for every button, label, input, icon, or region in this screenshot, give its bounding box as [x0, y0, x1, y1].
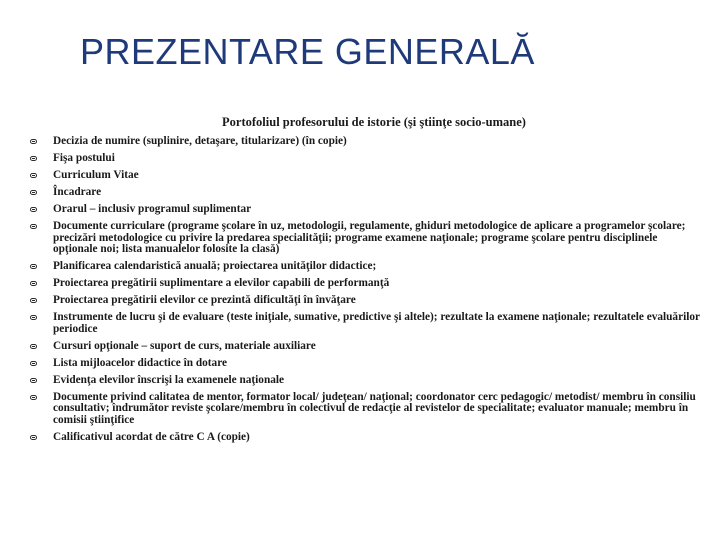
bullet-icon	[30, 139, 37, 144]
bullet-icon	[30, 298, 37, 303]
list-item-text: Documente privind calitatea de mentor, formator local/ judeţean/ naţional; coordonator cerc pedagogic/ metodist/ membru în consiliu consultativ; îndrumător reviste şcolare/membru în colectivul de redacţie al revistelor de specialitate; evaluator manuale; membru în comisii ştiinţifice	[53, 390, 696, 426]
bullet-list	[28, 136, 700, 449]
list-item	[28, 187, 700, 199]
list-item-text: Curriculum Vitae	[53, 168, 139, 181]
list-item	[28, 358, 700, 370]
list-item-text: Proiectarea pregătirii elevilor ce prezintă dificultăţi în învăţare	[53, 294, 356, 307]
list-item-text: Documente curriculare (programe şcolare în uz, metodologii, regulamente, ghiduri metodologice de aplicare a programelor şcolare; precizări metodologice cu privire la predarea specialităţii; programe examene naţionale; programe şcolare pentru disciplinele opţionale noi; lista manualelor folosite la clasă)	[53, 219, 686, 256]
list-item	[28, 204, 700, 216]
list-item	[28, 432, 700, 444]
slide-subtitle: Portofoliul profesorului de istorie (şi ştiinţe socio-umane)	[222, 115, 526, 129]
bullet-icon	[30, 264, 37, 269]
list-item	[28, 312, 700, 335]
bullet-icon	[30, 173, 37, 178]
list-item	[28, 392, 700, 427]
list-item	[28, 341, 700, 353]
list-item-text: Calificativul acordat de către C A (copie)	[53, 430, 250, 443]
list-item	[28, 278, 700, 290]
bullet-icon	[30, 190, 37, 195]
list-item	[28, 153, 700, 165]
list-item-text: Proiectarea pregătirii suplimentare a elevilor capabili de performanţă	[53, 277, 390, 290]
bullet-icon	[30, 344, 37, 349]
list-item-text: Instrumente de lucru şi de evaluare (teste iniţiale, sumative, predictive şi altele); rezultate la examene naţionale; rezultatele evaluărilor periodice	[53, 311, 700, 335]
list-item-text: Cursuri opţionale – suport de curs, materiale auxiliare	[53, 339, 316, 352]
bullet-icon	[30, 224, 37, 229]
bullet-icon	[30, 361, 37, 366]
list-item-text: Orarul – inclusiv programul suplimentar	[53, 202, 252, 215]
list-item-text: Încadrare	[53, 185, 102, 198]
list-item	[28, 295, 700, 307]
list-item	[28, 136, 700, 148]
slide-title: PREZENTARE GENERALĂ	[80, 31, 535, 72]
bullet-icon	[30, 395, 37, 400]
bullet-icon	[30, 378, 37, 383]
list-item	[28, 221, 700, 256]
list-item-text: Evidenţa elevilor înscrişi la examenele naţionale	[53, 373, 285, 386]
bullet-icon	[30, 435, 37, 440]
list-item	[28, 375, 700, 387]
bullet-icon	[30, 156, 37, 161]
list-item-text: Lista mijloacelor didactice în dotare	[53, 356, 228, 369]
list-item	[28, 170, 700, 182]
list-item-text: Fişa postului	[53, 151, 115, 164]
list-item	[28, 261, 700, 273]
bullet-icon	[30, 281, 37, 286]
bullet-icon	[30, 315, 37, 320]
bullet-icon	[30, 207, 37, 212]
list-item-text: Decizia de numire (suplinire, detaşare, titularizare) (în copie)	[53, 135, 347, 147]
list-item-text: Planificarea calendaristică anuală; proiectarea unităţilor didactice;	[53, 260, 377, 273]
